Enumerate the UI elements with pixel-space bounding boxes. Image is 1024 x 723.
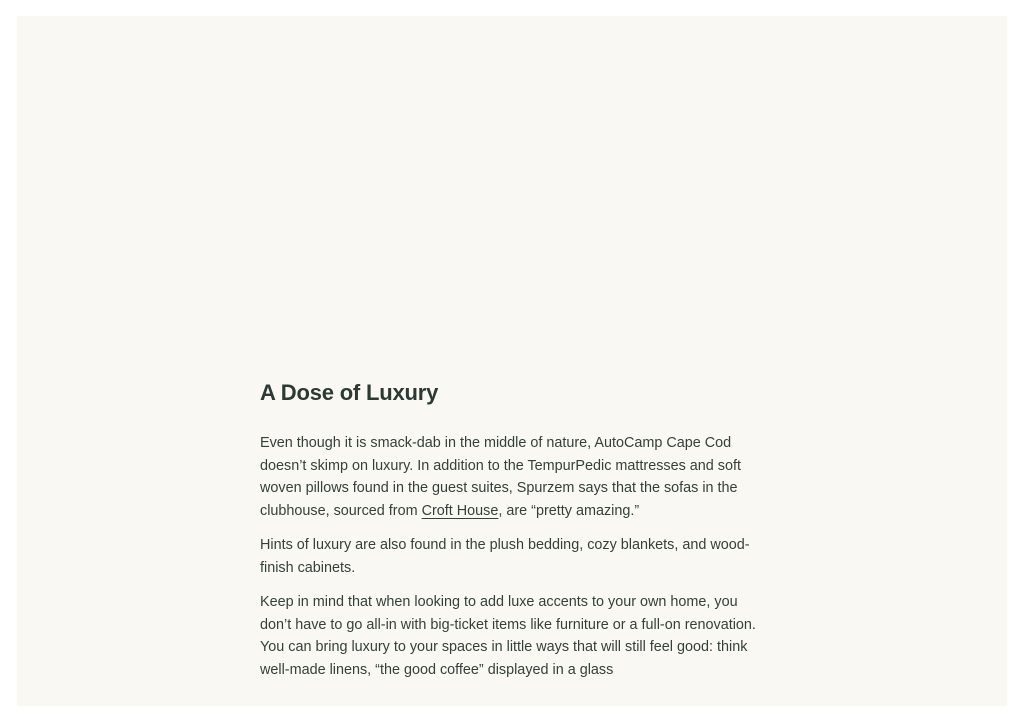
paragraph-text: , are “pretty amazing.” (498, 502, 640, 519)
article-paragraph (260, 432, 765, 522)
croft-house-link[interactable]: Croft House (421, 502, 499, 519)
paragraph-text: Even though it is smack-dab in the middle of nature, AutoCamp Cape Cod doesn’t skimp on luxury. In addition to the TempurPedic mattresses and soft woven pillows found in the guest suites, Spurzem says that the sofas in the clubhouse, sourced from (260, 435, 742, 519)
article-paragraph: Hints of luxury are also found in the plush bedding, cozy blankets, and wood-finish cabinets. (260, 537, 750, 576)
article-section (260, 378, 765, 693)
section-heading: A Dose of Luxury (260, 380, 439, 405)
page-content-area (17, 16, 1007, 706)
article-paragraph: Keep in mind that when looking to add luxe accents to your own home, you don’t have to go all-in with big-ticket items like furniture or a full-on renovation. You can bring luxury to your spaces in little ways that will still feel good: think well-made linens, “the good coffee” displayed in a glass (260, 594, 756, 678)
